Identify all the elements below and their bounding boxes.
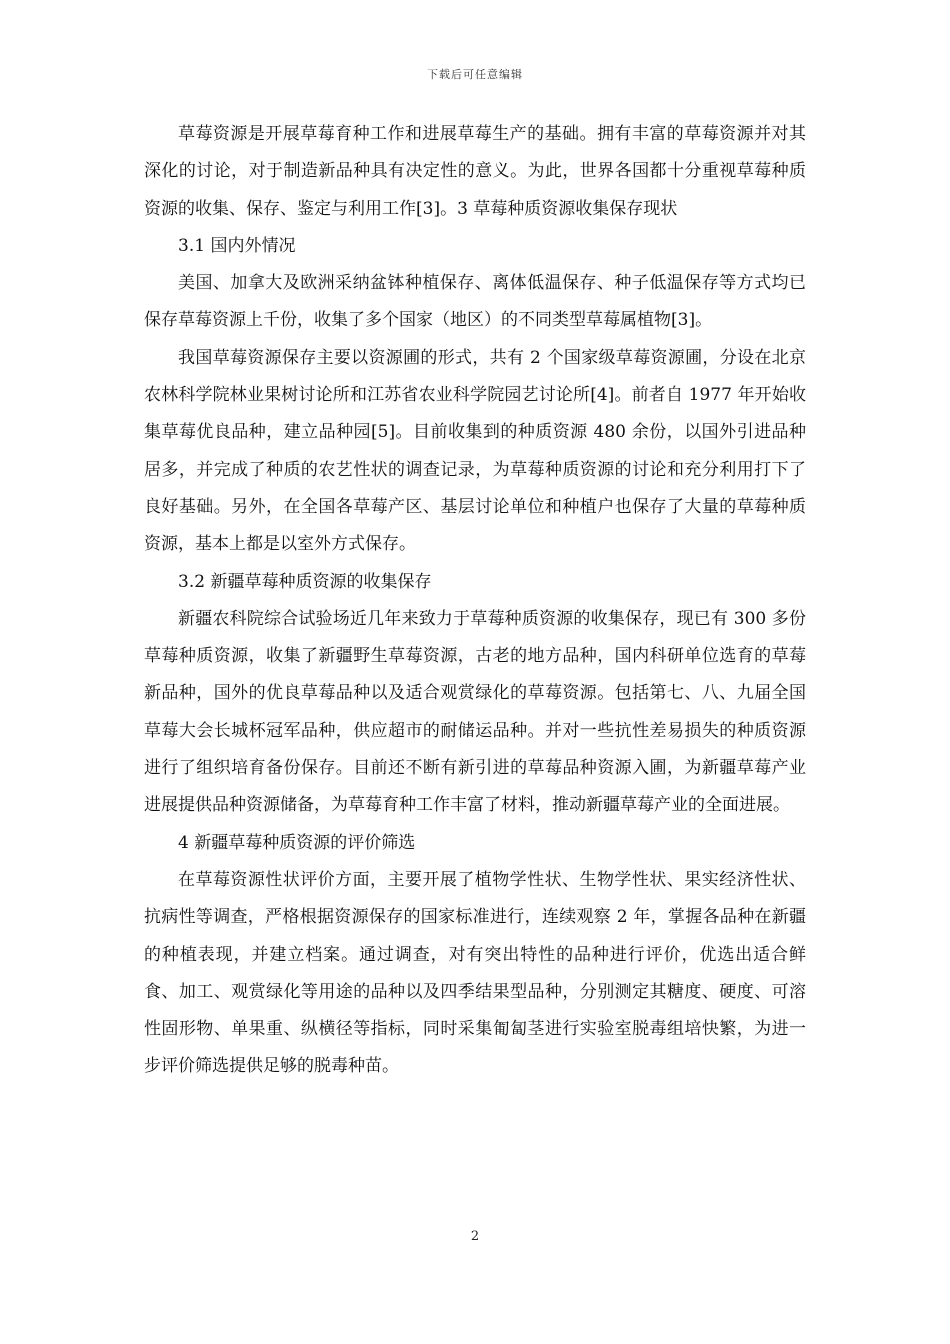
- page-header: 下载后可任意编辑: [427, 68, 523, 81]
- paragraph-xinjiang-collection: 新疆农科院综合试验场近几年来致力于草莓种质资源的收集保存，现已有 300 多份草莓种质资源，收集了新疆野生草莓资源，古老的地方品种，国内科研单位选育的草莓新品种，国外的优良草莓品种以及适合观赏绿化的草莓资源。包括第七、八、九届全国草莓大会长城杯冠军品种，供应超市的耐储运品种。并对一些抗性差易损失的种质资源进行了组织培育备份保存。目前还不断有新引进的草莓品种资源入圃，为新疆草莓产业进展提供品种资源储备，为草莓育种工作丰富了材料，推动新疆草莓产业的全面进展。: [144, 608, 806, 816]
- paragraph-resource-basis: 草莓资源是开展草莓育种工作和进展草莓生产的基础。拥有丰富的草莓资源并对其深化的讨论，对于制造新品种具有决定性的意义。为此，世界各国都十分重视草莓种质资源的收集、保存、鉴定与利用工作[3]。3 草莓种质资源收集保存现状: [144, 124, 806, 219]
- page-number: 2: [470, 1229, 480, 1244]
- document-body: [144, 116, 806, 1086]
- section-heading-3-2: 3.2 新疆草莓种质资源的收集保存: [178, 571, 432, 592]
- paragraph-domestic-preservation: 我国草莓资源保存主要以资源圃的形式，共有 2 个国家级草莓资源圃，分设在北京农林科学院林业果树讨论所和江苏省农业科学院园艺讨论所[4]。前者自 1977 年开始收集草莓优良品种，建立品种园[5]。目前收集到的种质资源 480 余份，以国外引进品种居多，并完成了种质的农艺性状的调查记录，为草莓种质资源的讨论和充分利用打下了良好基础。另外，在全国各草莓产区、基层讨论单位和种植户也保存了大量的草莓种质资源，基本上都是以室外方式保存。: [144, 347, 806, 555]
- paragraph-evaluation-screening: 在草莓资源性状评价方面，主要开展了植物学性状、生物学性状、果实经济性状、抗病性等调查，严格根据资源保存的国家标准进行，连续观察 2 年，掌握各品种在新疆的种植表现，并建立档案。通过调查，对有突出特性的品种进行评价，优选出适合鲜食、加工、观赏绿化等用途的品种以及四季结果型品种，分别测定其糖度、硬度、可溶性固形物、单果重、纵横径等指标，同时采集匍匐茎进行实验室脱毒组培快繁，为进一步评价筛选提供足够的脱毒种苗。: [144, 869, 806, 1077]
- section-heading-4: 4 新疆草莓种质资源的评价筛选: [178, 832, 416, 853]
- paragraph-foreign-preservation: 美国、加拿大及欧洲采纳盆钵种植保存、离体低温保存、种子低温保存等方式均已保存草莓资源上千份，收集了多个国家（地区）的不同类型草莓属植物[3]。: [144, 273, 806, 331]
- section-heading-3-1: 3.1 国内外情况: [178, 235, 296, 256]
